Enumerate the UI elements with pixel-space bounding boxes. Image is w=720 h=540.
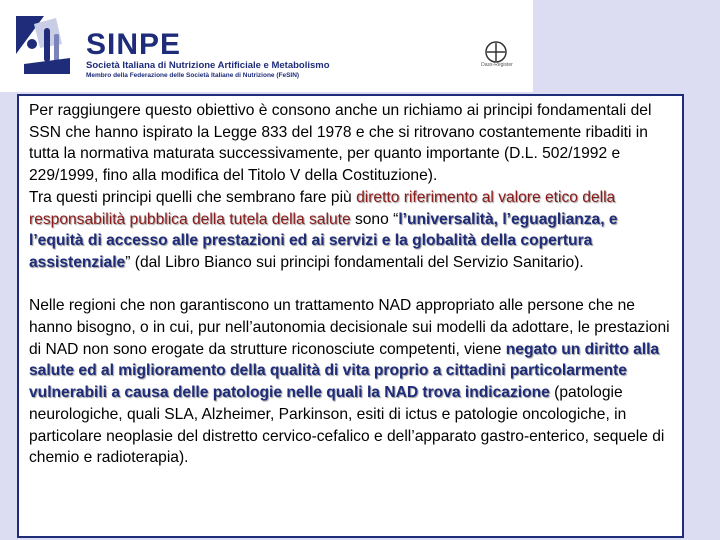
content-box [17,94,684,538]
paragraph-2-text-b: sono “ [350,210,399,228]
paragraph-3-text-a: Nelle regioni che non garantiscono un trattamento NAD appropriato alle persone che ne hanno bisogno, o in cui, pur nell’autonomia decisionale sui modelli da adottare, le prestazioni di NAD non sono erogate da strutture riconosciute competenti, viene [29,297,670,358]
highlight-ethical-value: diretto riferimento al valore etico della responsabilità pubblica della tutela della salute [29,188,616,228]
certification-seal-icon [476,40,516,80]
paragraph-2 [29,187,672,274]
brand-name: SINPE [86,28,182,61]
brand-membership: Membro della Federazione delle Società Italiane di Nutrizione (FeSIN) [86,72,300,79]
header-banner [0,0,533,92]
highlight-denied-right: negato un diritto alla salute ed al miglioramento della qualità di vita proprio a cittadini particolarmente vulnerabili a causa delle patologie nelle quali la NAD trova indicazione [29,340,660,402]
paragraph-3-text-b: (patologie neurologiche, quali SLA, Alzheimer, Parkinson, esiti di ictus e patologie oncologiche, in particolare neoplasie del distretto cervico-cefalico e dell’apparato gastro-enterico, sequele di chemio e radioterapia). [29,384,665,467]
paragraph-3 [29,295,672,469]
seal-label: Dass-Register [481,62,513,68]
paragraph-gap [29,274,672,296]
sinpe-logo-icon [14,14,76,76]
brand-subtitle: Società Italiana di Nutrizione Artificiale e Metabolismo [86,60,330,71]
paragraph-2-text-a: Tra questi principi quelli che sembrano fare più [29,188,357,206]
paragraph-2-text-c: ” (dal Libro Bianco sui principi fondamentali del Servizio Sanitario). [125,253,584,271]
paragraph-1: Per raggiungere questo obiettivo è consono anche un richiamo ai principi fondamentali del SSN che hanno ispirato la Legge 833 del 1978 e che si ritrovano costantemente ribaditi in tutta la normativa maturata successivamente, per quanto importante (D.L. 502/1992 e 229/1999, fino alla modifica del Titolo V della Costituzione). [29,102,652,185]
highlight-principles: l’universalità, l’eguaglianza, e l’equità di accesso alle prestazioni ed ai servizi e la globalità della copertura assistenziale [29,210,618,271]
